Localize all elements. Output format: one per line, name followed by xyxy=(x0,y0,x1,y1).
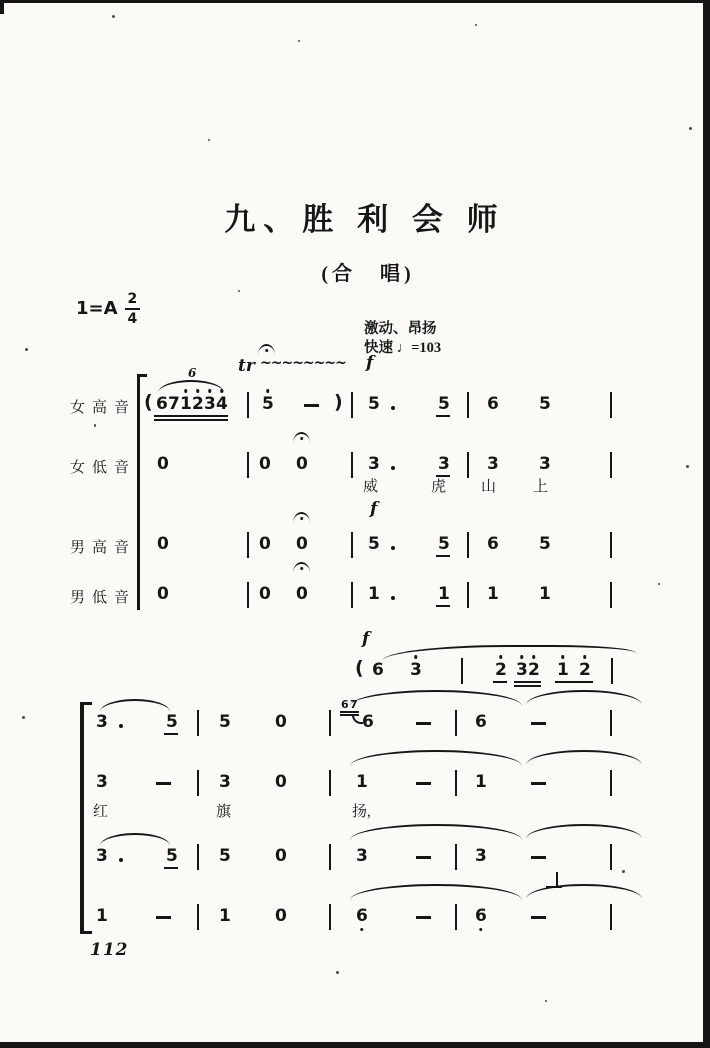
aug-dot xyxy=(391,466,395,470)
jianpu-note: 3 xyxy=(219,772,231,792)
barline xyxy=(197,904,199,930)
dash xyxy=(416,782,431,785)
aug-dot xyxy=(391,596,395,600)
lyric-syllable: 虎 xyxy=(431,479,447,495)
voice-label-bass: 男低音 xyxy=(70,590,137,606)
barline xyxy=(610,582,612,608)
jianpu-note: 0 xyxy=(275,906,287,926)
jianpu-note: 5 xyxy=(368,394,380,414)
barline xyxy=(610,710,612,736)
scan-speck xyxy=(336,971,339,974)
jianpu-note: 3 xyxy=(475,846,487,866)
barline xyxy=(351,452,353,478)
jianpu-note: 2 xyxy=(495,660,507,680)
jianpu-note: 5 xyxy=(438,394,450,414)
jianpu-note: 5 xyxy=(219,712,231,732)
dynamic-marking: f xyxy=(370,499,378,519)
bracket-hook xyxy=(137,374,147,377)
parenthesis: ( xyxy=(144,391,153,413)
dash xyxy=(531,856,546,859)
lyric-syllable: 扬, xyxy=(352,804,371,820)
jianpu-note: 3 xyxy=(487,454,499,474)
parenthesis: ( xyxy=(355,657,364,679)
scan-speck xyxy=(658,583,660,585)
jianpu-note: 3 xyxy=(438,454,450,474)
jianpu-note: 1 xyxy=(475,772,487,792)
beam xyxy=(436,555,450,557)
jianpu-note: 0 xyxy=(296,454,308,474)
barline xyxy=(455,904,457,930)
jianpu-note: 3 xyxy=(96,846,108,866)
slur-arc xyxy=(100,833,170,846)
jianpu-note: 3 xyxy=(539,454,551,474)
tie xyxy=(350,750,522,766)
tempo-mood: 激动、昂扬 xyxy=(364,321,437,337)
barline xyxy=(610,452,612,478)
tempo-bpm: ♩=103 xyxy=(396,340,442,356)
system-bracket xyxy=(80,702,84,934)
jianpu-note: 7 xyxy=(168,394,180,414)
dynamic-marking: f xyxy=(362,629,370,649)
aug-dot xyxy=(119,858,123,862)
barline xyxy=(329,710,331,736)
fermata-icon xyxy=(258,344,275,355)
scan-speck xyxy=(689,127,692,130)
dash xyxy=(416,856,431,859)
jianpu-note: 3 xyxy=(516,660,528,680)
barline xyxy=(467,532,469,558)
frame-edge xyxy=(703,0,710,1048)
scan-speck xyxy=(94,424,96,427)
fermata-icon xyxy=(293,562,310,573)
jianpu-note: 0 xyxy=(259,584,271,604)
aug-dot xyxy=(119,724,123,728)
jianpu-note: 0 xyxy=(275,712,287,732)
barline xyxy=(329,770,331,796)
barline xyxy=(329,904,331,930)
trill-mark: tr xyxy=(238,356,255,376)
jianpu-note: 6 xyxy=(372,660,384,680)
bracket-hook xyxy=(80,702,92,705)
beam xyxy=(154,415,228,417)
jianpu-note: 0 xyxy=(157,584,169,604)
beam xyxy=(436,415,450,417)
jianpu-note: 1 xyxy=(487,584,499,604)
barline xyxy=(351,392,353,418)
jianpu-note: 5 xyxy=(262,394,274,414)
barline xyxy=(467,582,469,608)
barline xyxy=(351,532,353,558)
jianpu-note: 3 xyxy=(96,772,108,792)
aug-dot xyxy=(391,406,395,410)
jianpu-note: 1 xyxy=(368,584,380,604)
barline xyxy=(197,844,199,870)
barline xyxy=(197,770,199,796)
lyric-syllable: 上 xyxy=(533,479,549,495)
tie xyxy=(526,690,642,705)
beam xyxy=(154,419,228,421)
scan-speck xyxy=(622,870,625,873)
piece-subtitle: (合 唱) xyxy=(321,263,415,285)
barline xyxy=(455,844,457,870)
scan-speck xyxy=(208,139,210,141)
scan-speck xyxy=(686,465,689,468)
dash xyxy=(531,916,546,919)
beam xyxy=(514,685,541,687)
jianpu-note: 5 xyxy=(166,712,178,732)
barline xyxy=(247,392,249,418)
beam xyxy=(164,733,178,735)
barline xyxy=(461,658,463,684)
voice-label-tenor: 男高音 xyxy=(70,540,137,556)
tie xyxy=(350,824,522,840)
jianpu-note: 6 xyxy=(487,394,499,414)
scan-speck xyxy=(112,15,115,18)
grace-note: 7 xyxy=(350,698,358,711)
jianpu-note: 1 xyxy=(180,394,192,414)
barline xyxy=(455,710,457,736)
barline xyxy=(247,452,249,478)
slur-arc xyxy=(100,699,170,712)
jianpu-note: 6 xyxy=(362,712,374,732)
beam xyxy=(555,681,593,683)
barline xyxy=(610,392,612,418)
key-text: 1=A xyxy=(76,298,118,319)
dash xyxy=(416,722,431,725)
barline xyxy=(467,452,469,478)
jianpu-note: 3 xyxy=(368,454,380,474)
dash xyxy=(156,916,171,919)
jianpu-note: 2 xyxy=(579,660,591,680)
jianpu-note: 0 xyxy=(259,534,271,554)
fermata-icon xyxy=(293,512,310,523)
jianpu-note: 5 xyxy=(166,846,178,866)
beam xyxy=(514,681,541,683)
fermata-icon xyxy=(293,432,310,443)
scan-speck xyxy=(475,24,477,26)
lyric-syllable: 威 xyxy=(363,479,379,495)
barline xyxy=(329,844,331,870)
jianpu-note: 6 xyxy=(487,534,499,554)
jianpu-note: 1 xyxy=(557,660,569,680)
beam xyxy=(164,867,178,869)
jianpu-note: 5 xyxy=(368,534,380,554)
piece-title: 九、胜 利 会 师 xyxy=(224,202,506,237)
jianpu-note: 5 xyxy=(539,534,551,554)
barline xyxy=(351,582,353,608)
system-bracket xyxy=(137,374,140,610)
scan-speck xyxy=(25,348,28,351)
lyric-syllable: 山 xyxy=(481,479,497,495)
jianpu-note: 6 xyxy=(475,906,487,926)
grace-note: 6 xyxy=(341,698,349,711)
jianpu-note: 0 xyxy=(296,534,308,554)
jianpu-note: 1 xyxy=(438,584,450,604)
tie xyxy=(526,824,642,839)
time-numerator: 2 xyxy=(125,292,141,310)
lyric-syllable: 旗 xyxy=(216,804,232,820)
jianpu-note: 4 xyxy=(216,394,228,414)
dash xyxy=(304,404,319,407)
barline xyxy=(197,710,199,736)
tie xyxy=(526,750,642,765)
voice-label-soprano: 女高音 xyxy=(70,400,137,416)
barline xyxy=(610,844,612,870)
dash xyxy=(531,782,546,785)
frame-edge xyxy=(0,0,710,3)
frame-edge xyxy=(0,1042,710,1048)
jianpu-note: 3 xyxy=(204,394,216,414)
scan-speck xyxy=(22,716,25,719)
beam xyxy=(436,605,450,607)
bracket-hook xyxy=(80,931,92,934)
jianpu-note: 6 xyxy=(475,712,487,732)
jianpu-note: 1 xyxy=(356,772,368,792)
jianpu-note: 0 xyxy=(157,534,169,554)
tie xyxy=(350,690,522,706)
dash xyxy=(156,782,171,785)
barline xyxy=(610,770,612,796)
barline xyxy=(611,658,613,684)
jianpu-note: 1 xyxy=(219,906,231,926)
barline xyxy=(247,582,249,608)
parenthesis: ) xyxy=(334,391,343,413)
jianpu-note: 0 xyxy=(259,454,271,474)
dash xyxy=(416,916,431,919)
scan-speck xyxy=(238,290,240,292)
tie xyxy=(350,884,522,900)
time-denominator: 4 xyxy=(127,311,138,327)
dash xyxy=(531,722,546,725)
scan-speck xyxy=(556,872,558,886)
jianpu-note: 1 xyxy=(96,906,108,926)
jianpu-note: 0 xyxy=(275,846,287,866)
beam xyxy=(493,681,507,683)
jianpu-note: 6 xyxy=(156,394,168,414)
tuplet-number: 6 xyxy=(188,366,197,380)
jianpu-note: 1 xyxy=(539,584,551,604)
aug-dot xyxy=(391,546,395,550)
phrase-slur xyxy=(382,645,636,661)
scan-speck xyxy=(298,40,300,42)
jianpu-note: 6 xyxy=(356,906,368,926)
jianpu-note: 2 xyxy=(528,660,540,680)
jianpu-note: 5 xyxy=(219,846,231,866)
trill-wave: ~~~~~~~~ xyxy=(260,355,346,371)
barline xyxy=(467,392,469,418)
jianpu-note: 2 xyxy=(192,394,204,414)
beam xyxy=(436,475,450,477)
jianpu-note: 0 xyxy=(296,584,308,604)
beam xyxy=(340,711,359,713)
slur-arc xyxy=(158,380,224,393)
lyric-syllable: 红 xyxy=(93,804,109,820)
jianpu-note: 3 xyxy=(96,712,108,732)
barline xyxy=(247,532,249,558)
jianpu-note: 3 xyxy=(410,660,422,680)
jianpu-note: 0 xyxy=(157,454,169,474)
voice-label-alto: 女低音 xyxy=(70,460,137,476)
frame-edge xyxy=(0,0,4,14)
dynamic-marking: f xyxy=(366,353,374,373)
barline xyxy=(455,770,457,796)
barline xyxy=(610,904,612,930)
jianpu-note: 0 xyxy=(275,772,287,792)
tie xyxy=(526,884,642,899)
jianpu-note: 3 xyxy=(356,846,368,866)
scan-speck xyxy=(545,1000,547,1002)
tempo-speed-label: 快速 xyxy=(364,340,393,356)
jianpu-note: 5 xyxy=(539,394,551,414)
page-number: 112 xyxy=(90,940,129,960)
jianpu-note: 5 xyxy=(438,534,450,554)
barline xyxy=(610,532,612,558)
